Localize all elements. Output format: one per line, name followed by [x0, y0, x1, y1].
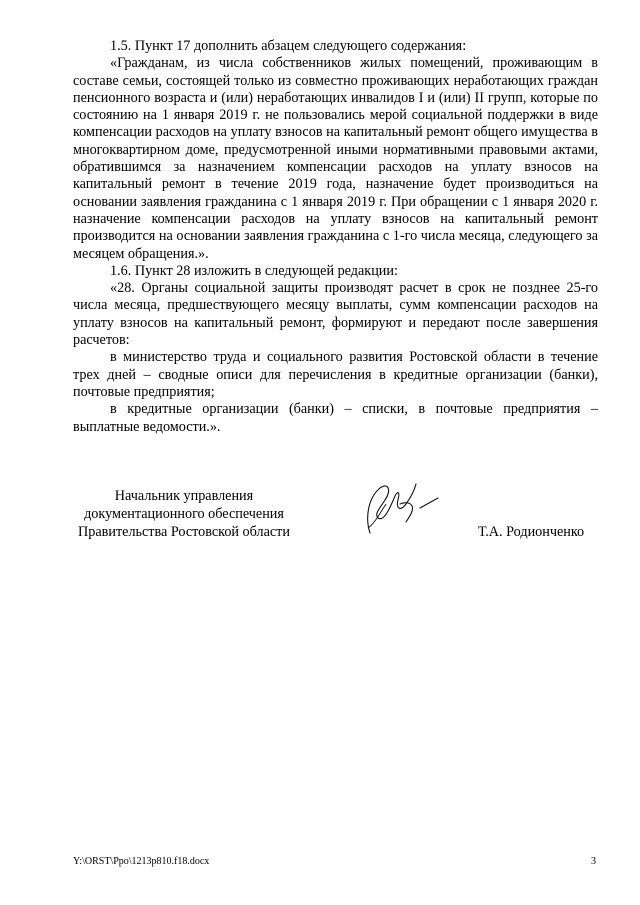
signature-block: [0, 488, 640, 548]
paragraph-1-6: 1.6. Пункт 28 изложить в следующей редакции:: [110, 262, 398, 279]
paragraph-1-5-quote: «Гражданам, из числа собственников жилых помещений, проживающим в составе семьи, состоящей только из совместно проживающих неработающих граждан пенсионного возраста и (или) неработающих инвалидов I и (или) II групп, которые по состоянию на 1 января 2019 г. не пользовались мерой социальной поддержки в виде компенсации расходов на уплату взносов на капитальный ремонт общего имущества в многоквартирном доме, предусмотренной иными нормативными правовыми актами, обратившимся за назначением компенсации расходов на уплату взносов на капитальный ремонт в течение 2019 года, назначение будет производиться на основании заявления гражданина с 1 января 2019 г. При обращении с 1 января 2020 г. назначение компенсации расходов на уплату взносов на капитальный ремонт производится на основании заявления гражданина с 1-го числа месяца, следующего за месяцем обращения.».: [73, 55, 598, 262]
signer-title-line-3: Правительства Ростовской области: [78, 524, 290, 540]
page-number: 3: [591, 856, 596, 867]
footer-file-path: Y:\ORST\Ppo\1213p810.f18.docx: [73, 856, 210, 867]
signer-title-line-1: Начальник управления: [114, 488, 254, 504]
signer-name: Т.А. Родионченко: [478, 524, 585, 540]
paragraph-ministry: в министерство труда и социального развития Ростовской области в течение трех дней – сводные описи для перечисления в кредитные организации (банки), почтовые предприятия;: [73, 349, 598, 400]
handwritten-signature: [340, 478, 455, 540]
paragraph-credit-orgs: в кредитные организации (банки) – списки, в почтовые предприятия – выплатные ведомости.».: [73, 401, 598, 435]
paragraph-1-5: 1.5. Пункт 17 дополнить абзацем следующего содержания:: [110, 38, 467, 54]
paragraph-1-6-quote: «28. Органы социальной защиты производят расчет в срок не позднее 25-го числа месяца, предшествующего месяцу выплаты, сумм компенсации расходов на уплату взносов на капитальный ремонт, формируют и передают после завершения расчетов:: [73, 280, 598, 349]
signer-title-line-2: документационного обеспечения: [84, 506, 284, 522]
document-body: [73, 38, 598, 436]
